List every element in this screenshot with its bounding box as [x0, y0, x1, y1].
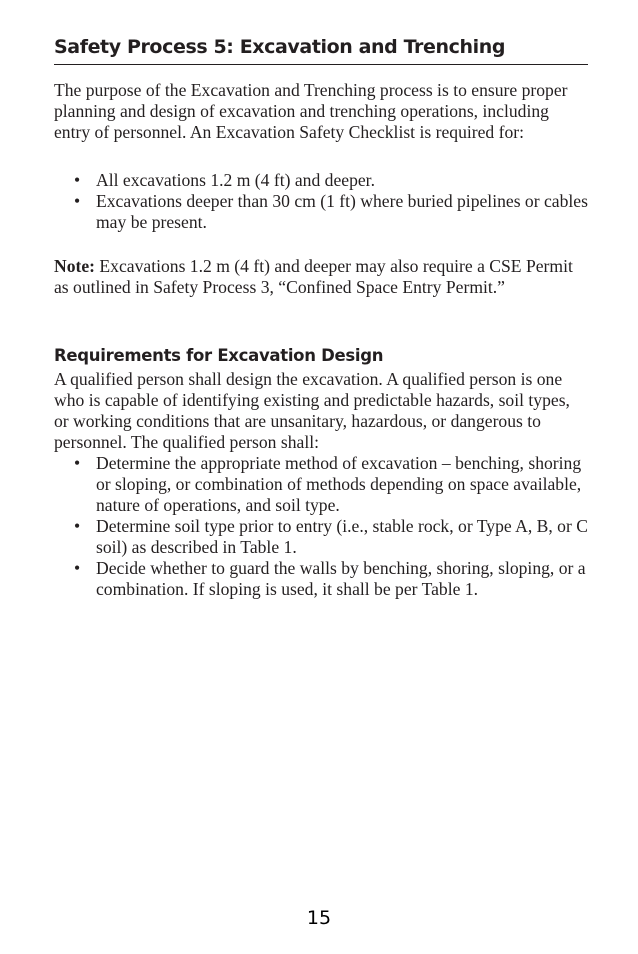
- bullet-icon: •: [74, 170, 81, 190]
- list-item-text: All excavations 1.2 m (4 ft) and deeper.: [96, 170, 375, 190]
- bullet-icon: •: [74, 516, 81, 536]
- list-item: [54, 516, 588, 558]
- title-rule: [54, 64, 588, 65]
- list-item: [54, 191, 588, 233]
- list-item: [54, 558, 588, 600]
- page-number: 15: [306, 907, 332, 929]
- list-item-text: Determine the appropriate method of excavation – benching, shoring or sloping, or combination of methods depending on space available, nature of operations, and soil type.: [96, 453, 582, 515]
- bullet-icon: •: [74, 453, 81, 473]
- list-item: [54, 453, 588, 516]
- bullet-icon: •: [74, 191, 81, 211]
- page-title: Safety Process 5: Excavation and Trenching: [54, 36, 506, 58]
- section-body: [54, 369, 588, 600]
- section-paragraph: A qualified person shall design the excavation. A qualified person is one who is capable of identifying existing and predictable hazards, soil types, or working conditions that are unsanitary, hazardous, or dangerous to personnel. The qualified person shall:: [54, 369, 570, 452]
- list-item-text: Decide whether to guard the walls by benching, shoring, sloping, or a combination. If sloping is used, it shall be per Table 1.: [96, 558, 586, 599]
- document-page: [54, 0, 588, 954]
- bullet-icon: •: [74, 558, 81, 578]
- intro-bullet-list: [54, 170, 588, 233]
- list-item-text: Determine soil type prior to entry (i.e., stable rock, or Type A, B, or C soil) as described in Table 1.: [96, 516, 588, 557]
- list-item-text: Excavations deeper than 30 cm (1 ft) where buried pipelines or cables may be present.: [96, 191, 588, 232]
- note-paragraph: [54, 256, 588, 298]
- note-text: Excavations 1.2 m (4 ft) and deeper may also require a CSE Permit as outlined in Safety Process 3, “Confined Space Entry Permit.”: [54, 256, 573, 297]
- list-item: [54, 170, 588, 191]
- intro-paragraph: The purpose of the Excavation and Trenching process is to ensure proper planning and design of excavation and trenching operations, including entry of personnel. An Excavation Safety Checklist is required for:: [54, 80, 568, 142]
- section-bullet-list: [54, 453, 588, 600]
- section-heading: Requirements for Excavation Design: [54, 346, 384, 365]
- note-label: Note:: [54, 256, 96, 276]
